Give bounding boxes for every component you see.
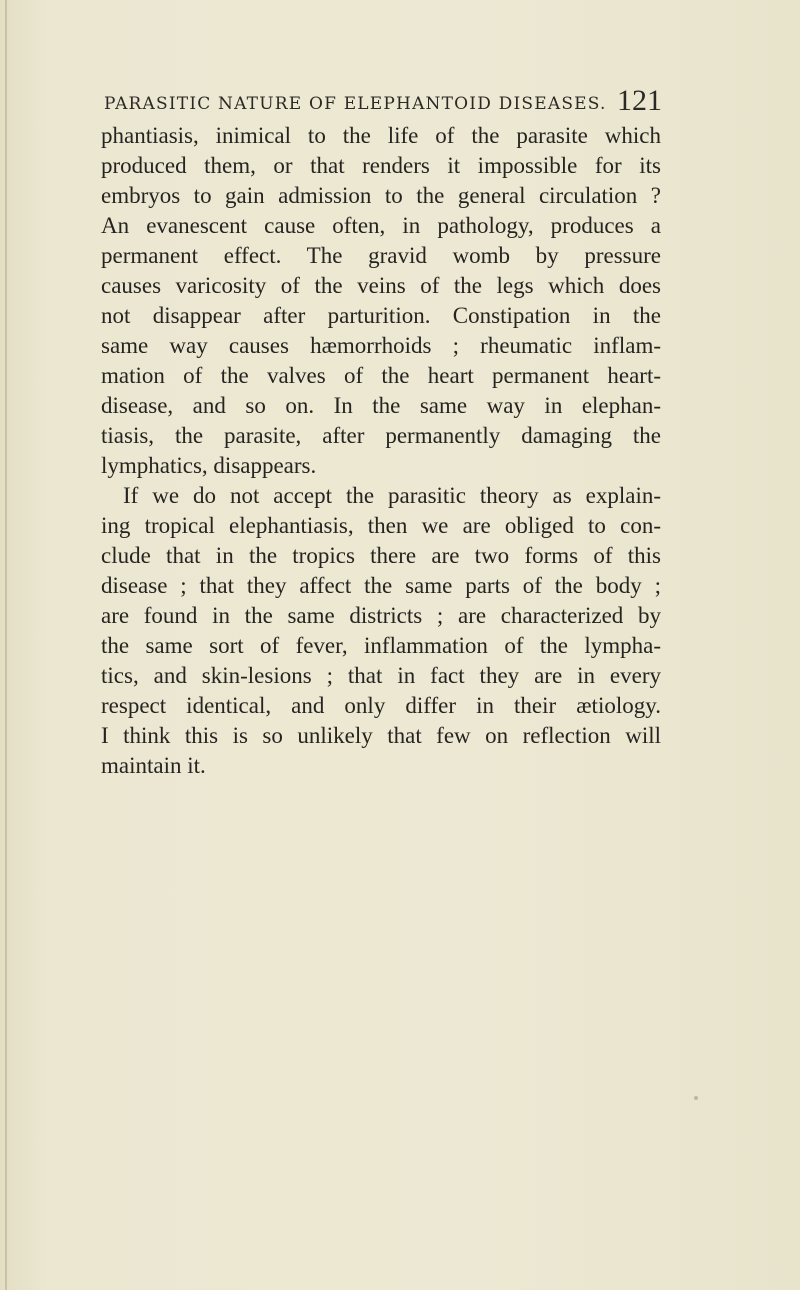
text-line: I think this is so unlikely that few on reflection will: [101, 723, 661, 748]
page-edge-line: [5, 0, 7, 1290]
text-line: produced them, or that renders it impossible for its: [101, 153, 661, 178]
text-line: permanent effect. The gravid womb by pressure: [101, 243, 661, 268]
text-line: disease, and so on. In the same way in elephan-: [101, 393, 661, 418]
text-line: lymphatics, disappears.: [101, 453, 317, 478]
text-line: the same sort of fever, inflammation of the lympha-: [101, 633, 661, 658]
text-line: If we do not accept the parasitic theory as explain-: [123, 483, 661, 508]
text-line: are found in the same districts ; are characterized by: [101, 603, 661, 628]
text-line: respect identical, and only differ in their ætiology.: [101, 693, 661, 718]
body-text: [101, 121, 661, 781]
text-line: tiasis, the parasite, after permanently damaging the: [101, 423, 661, 448]
running-title: PARASITIC NATURE OF ELEPHANTOID DISEASES.: [104, 94, 607, 114]
text-line: disease ; that they affect the same parts of the body ;: [101, 573, 661, 598]
text-line: embryos to gain admission to the general circulation ?: [101, 183, 661, 208]
text-line: same way causes hæmorrhoids ; rheumatic inflam-: [101, 333, 661, 358]
page-number: 121: [617, 84, 662, 117]
text-line: mation of the valves of the heart permanent heart-: [101, 363, 661, 388]
text-line: An evanescent cause often, in pathology, produces a: [101, 213, 661, 238]
text-line: tics, and skin-lesions ; that in fact they are in every: [101, 663, 661, 688]
running-head: [104, 84, 664, 122]
text-line: not disappear after parturition. Constipation in the: [101, 303, 661, 328]
text-line: phantiasis, inimical to the life of the parasite which: [101, 123, 661, 148]
text-line: clude that in the tropics there are two forms of this: [101, 543, 661, 568]
text-line: maintain it.: [101, 753, 206, 778]
paragraph-1: [101, 121, 661, 481]
text-line: causes varicosity of the veins of the legs which does: [101, 273, 661, 298]
paragraph-2: [101, 481, 661, 781]
paper-speck: [694, 1096, 698, 1100]
text-line: ing tropical elephantiasis, then we are obliged to con-: [101, 513, 661, 538]
